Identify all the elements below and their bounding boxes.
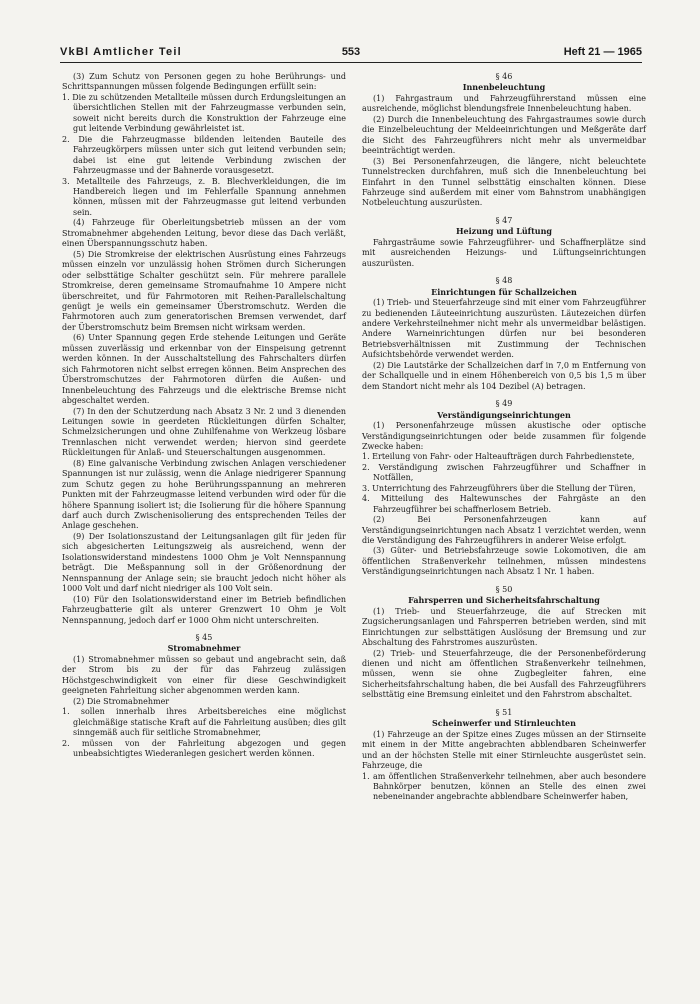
paragraph: Fahrgasträume sowie Fahrzeugführer- und Schaffnerplätze sind mit ausreichenden Heizungs- und Lüftungseinrichtungen auszurüsten. bbox=[362, 237, 646, 268]
left-column bbox=[62, 72, 346, 759]
section-number: § 46 bbox=[495, 72, 513, 81]
list-item: 4. Mitteilung des Haltewunsches der Fahrgäste an den Fahrzeugführer bei schaffnerlosem Betrieb. bbox=[362, 494, 646, 514]
paragraph: (3) Bei Personenfahrzeugen, die längere, nicht beleuchtete Tunnelstrecken durchfahren, muß sich die Innenbeleuchtung bei Einfahrt in den Tunnel selbsttätig einschalten können. Diese Fahrzeuge sind außerdem mit einer vom Bahnstrom unabhängigen Notbeleuchtung auszurüsten. bbox=[362, 156, 646, 208]
paragraph: (6) Unter Spannung gegen Erde stehende Leitungen und Geräte müssen zuverlässig und erkennbar von der Einspeisung getrennt werden können. In der Ausschaltstellung des Fahrschalters dürfen sich Fahrmotoren nicht selbst erregen können. Beim Ansprechen des Überstromschutzes der Fahrmotoren dürfen die Außen- und Innenbeleuchtung des Fahrzeugs und die elektrische Bremse nicht abgeschaltet werden. bbox=[62, 333, 346, 406]
paragraph: (1) Fahrzeuge an der Spitze eines Zuges müssen an der Stirnseite mit einem in der Mitte angebrachten abblendbaren Scheinwerfer und an der höchsten Stelle mit einer Stirnleuchte ausgerüstet sein. Fahrzeuge, die bbox=[362, 729, 646, 771]
paragraph: (7) In den der Schutzerdung nach Absatz 3 Nr. 2 und 3 dienenden Leitungen sowie in geerdeten Rückleitungen dürfen Schalter, Schmelzsicherungen und ohne Zuhilfenahme von Werkzeug lösbare Trennlaschen nicht verwendet werden; hiervon sind geerdete Rückleitungen für Anlaß- und Steuerschaltungen ausgenommen. bbox=[62, 406, 346, 458]
paragraph: (3) Güter- und Betriebsfahrzeuge sowie Lokomotiven, die am öffentlichen Straßenverkehr teilnehmen, müssen mindestens Verständigungseinrichtungen nach Absatz 1 Nr. 1 haben. bbox=[362, 546, 646, 577]
paragraph: (2) Die Stromabnehmer bbox=[73, 696, 170, 706]
paragraph: (2) Durch die Innenbeleuchtung des Fahrgastraumes sowie durch die Einzelbeleuchtung der Meldeeinrichtungen und Meßgeräte darf die Sicht des Fahrzeugführers nicht mehr als unvermeidbar beeinträchtigt werden. bbox=[362, 114, 646, 156]
page-number: 553 bbox=[341, 46, 361, 58]
list-item: 1. Die zu schützenden Metallteile müssen durch Erdungsleitungen an übersichtlichen Stellen mit der Fahrzeugmasse verbunden sein, soweit nicht bereits durch die Konstruktion der Fahrzeuge eine gut leitende Verbindung gewährleistet ist. bbox=[62, 92, 346, 134]
list-item: 1. am öffentlichen Straßenverkehr teilnehmen, aber auch besondere Bahnkörper benutzen, können an Stelle des einen zwei nebeneinander angebrachte abblendbare Scheinwerfer haben, bbox=[362, 771, 646, 802]
section-number: § 47 bbox=[495, 215, 513, 225]
paragraph: (8) Eine galvanische Verbindung zwischen Anlagen verschiedener Spannungen ist nur zulässig, wenn die Anlage niedrigerer Spannung zum Schutz gegen zu hohe Berührungsspannung an mehreren Punkten mit der Fahrzeugmasse leitend verbunden wird oder für die höhere Spannung isoliert ist; die Isolierung für die höhere Spannung darf auch durch Zwischenisolierung des entsprechenden Teiles der Anlage geschehen. bbox=[62, 458, 346, 531]
section-title: Verständigungseinrichtungen bbox=[437, 409, 571, 420]
list-item: 3. Metallteile des Fahrzeugs, z. B. Blechverkleidungen, die im Handbereich liegen und im Fehlerfalle Spannung annehmen können, müssen mit der Fahrzeugmasse gut leitend verbunden sein. bbox=[62, 176, 346, 217]
paragraph: (1) Stromabnehmer müssen so gebaut und angebracht sein, daß der Strom bis zu der für das Fahrzeug zulässigen Höchstgeschwindigkeit von einer für diese Geschwindigkeit geeigneten Fahrleitung sicher abgenommen werden kann. bbox=[62, 654, 346, 696]
section-title: Fahrsperren und Sicherheitsfahrschaltung bbox=[408, 595, 600, 606]
paragraph: (2) Die Lautstärke der Schallzeichen darf in 7,0 m Entfernung von der Schallquelle und in einem Höhenbereich von 0,5 bis 1,5 m über dem Standort nicht mehr als 104 Dezibel (A) betragen. bbox=[362, 360, 646, 391]
section-title: Einrichtungen für Schallzeichen bbox=[431, 286, 577, 297]
paragraph: (9) Der Isolationszustand der Leitungsanlagen gilt für jeden für sich abgesicherten Leitungszweig als ausreichend, wenn der Isolationswiderstand mindestens 1000 Ohm je Volt Nennspannung beträgt. Die Meßspannung soll in der Größenordnung der Nennspannung der Anlage sein; sie braucht jedoch nicht höher als 1000 Volt und darf nicht niedriger als 100 Volt sein. bbox=[62, 531, 346, 594]
section-number: § 50 bbox=[495, 584, 513, 594]
paragraph: (1) Trieb- und Steuerfahrzeuge sind mit einer vom Fahrzeugführer zu bedienenden Läuteeinrichtung auszurüsten. Läutezeichen dürfen andere Verkehrsteilnehmer nicht mehr als unvermeidbar belästigen. Andere Warneinrichtungen dürfen nur bei besonderen Betriebsverhältnissen mit Zustimmung der Technischen Aufsichtsbehörde verwendet werden. bbox=[362, 298, 646, 360]
paragraph: (2) Bei Personenfahrzeugen kann auf Verständigungseinrichtungen nach Absatz 1 verzichtet werden, wenn die Verständigung des Fahrzeugführers in anderer Weise erfolgt. bbox=[362, 515, 646, 546]
section-title: Heizung und Lüftung bbox=[455, 226, 553, 237]
list-item: 1. sollen innerhalb ihres Arbeitsbereiches eine möglichst gleichmäßige statische Kraft auf die Fahrleitung ausüben; dies gilt sinngemäß auch für seitliche Stromabnehmer, bbox=[62, 707, 346, 738]
paragraph: (1) Trieb- und Steuerfahrzeuge, die auf Strecken mit Zugsicherungsanlagen und Fahrsperren betrieben werden, sind mit Einrichtungen zur selbsttätigen Auslösung der Bremsung und zur Abschaltung des Fahrstromes auszurüsten. bbox=[362, 606, 646, 648]
journal-title: VkBl Amtlicher Teil bbox=[60, 46, 182, 58]
section-number: § 48 bbox=[495, 276, 513, 286]
paragraph: (4) Fahrzeuge für Oberleitungsbetrieb müssen an der vom Stromabnehmer abgehenden Leitung, bevor diese das Dach verläßt, einen Überspannungsschutz haben. bbox=[62, 218, 346, 249]
section-number: § 51 bbox=[495, 707, 513, 717]
issue-label: Heft 21 — 1965 bbox=[563, 46, 642, 58]
paragraph: (10) Für den Isolationswiderstand einer im Betrieb befindlichen Fahrzeugbatterie gilt als unterer Grenzwert 10 Ohm je Volt Nennspannung, jedoch darf er 1000 Ohm nicht unterschreiten. bbox=[62, 594, 346, 625]
section-number: § 49 bbox=[495, 399, 513, 409]
paragraph: (3) Zum Schutz von Personen gegen zu hohe Berührungs- und Schrittspannungen müssen folgende Bedingungen erfüllt sein: bbox=[62, 72, 346, 92]
list-item: 1. Erteilung von Fahr- oder Halteaufträgen durch Fahrbedienstete, bbox=[362, 452, 635, 462]
paragraph: (1) Fahrgastraum und Fahrzeugführerstand müssen eine ausreichende, möglichst blendungsfreie Innenbeleuchtung haben. bbox=[362, 93, 646, 114]
paragraph: (2) Trieb- und Steuerfahrzeuge, die der Personenbeförderung dienen und nicht am öffentlichen Straßenverkehr teilnehmen, müssen, wenn sie ohne Zugbegleiter fahren, eine Sicherheitsfahrschaltung haben, die bei Ausfall des Fahrzeugführers selbsttätig eine Bremsung einleitet und den Fahrstrom abschaltet. bbox=[362, 648, 646, 700]
section-number: § 45 bbox=[195, 633, 213, 643]
list-item: 2. müssen von der Fahrleitung abgezogen und gegen unbeabsichtigtes Wiederanlegen gesichert werden können. bbox=[62, 738, 346, 758]
section-title: Innenbeleuchtung bbox=[462, 82, 546, 93]
list-item: 2. Die die Fahrzeugmasse bildenden leitenden Bauteile des Fahrzeugkörpers müssen unter sich gut leitend verbunden sein; dabei ist eine gut leitende Verbindung zwischen der Fahrzeugmasse und der Bahnerde vorausgesetzt. bbox=[62, 134, 346, 176]
list-item: 3. Unterrichtung des Fahrzeugführers über die Stellung der Türen, bbox=[362, 483, 636, 493]
list-item: 2. Verständigung zwischen Fahrzeugführer und Schaffner in Notfällen, bbox=[362, 462, 646, 483]
right-column bbox=[362, 72, 646, 803]
paragraph: (1) Personenfahrzeuge müssen akustische oder optische Verständigungseinrichtungen oder beide zusammen für folgende Zwecke haben: bbox=[362, 421, 646, 451]
page-header bbox=[60, 44, 642, 63]
section-title: Stromabnehmer bbox=[167, 643, 241, 654]
section-title: Scheinwerfer und Stirnleuchten bbox=[432, 718, 576, 729]
paragraph: (5) Die Stromkreise der elektrischen Ausrüstung eines Fahrzeugs müssen einzeln vor unzulässig hohen Strömen durch Sicherungen oder selbsttätige Schalter geschützt sein. Für mehrere parallele Stromkreise, deren gemeinsame Stromaufnahme 10 Ampere nicht überschreitet, und für Fahrmotoren mit Reihen-Parallelschaltung genügt je weils ein gemeinsamer Überstromschutz. Werden die Fahrmotoren auch zum generatorischen Bremsen verwendet, darf der Überstromschutz beim Bremsen nicht wirksam werden. bbox=[62, 249, 346, 332]
